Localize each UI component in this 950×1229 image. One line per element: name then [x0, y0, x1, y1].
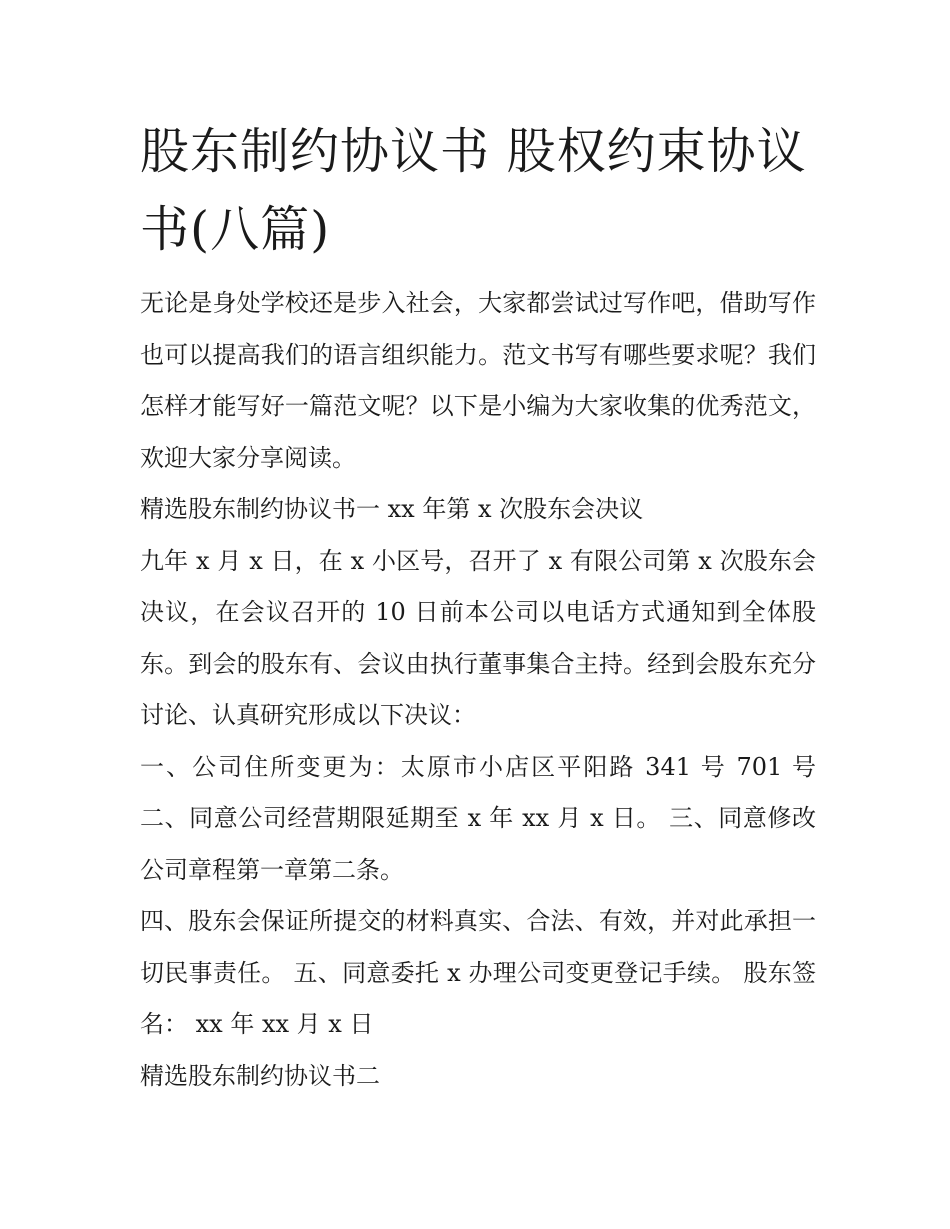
section-heading-2: 精选股东制约协议书二	[140, 1061, 380, 1090]
resolution-items-1: 一、公司住所变更为：太原市小店区平阳路 341 号 701 号 二、同意公司经营期限延期至 x 年 xx 月 x 日。 三、同意修改公司章程第一章第二条。	[140, 752, 816, 884]
meeting-paragraph: 九年 x 月 x 日，在 x 小区号，召开了 x 有限公司第 x 次股东会决议，在会议召开的 10 日前本公司以电话方式通知到全体股东。到会的股东有、会议由执行董事集合主持。经到会股东充分讨论、认真研究形成以下决议：	[140, 546, 816, 729]
document-title: 股东制约协议书 股权约束协议书(八篇)	[140, 123, 807, 258]
resolution-items-2: 四、股东会保证所提交的材料真实、合法、有效，并对此承担一切民事责任。 五、同意委托 x 办理公司变更登记手续。 股东签名： xx 年 xx 月 x 日	[140, 907, 816, 1038]
intro-paragraph: 无论是身处学校还是步入社会，大家都尝试过写作吧，借助写作也可以提高我们的语言组织能力。范文书写有哪些要求呢？我们怎样才能写好一篇范文呢？以下是小编为大家收集的优秀范文，欢迎大家分享阅读。	[140, 289, 816, 472]
document-body	[140, 278, 816, 1102]
section-heading-1: 精选股东制约协议书一 xx 年第 x 次股东会决议	[140, 495, 644, 523]
